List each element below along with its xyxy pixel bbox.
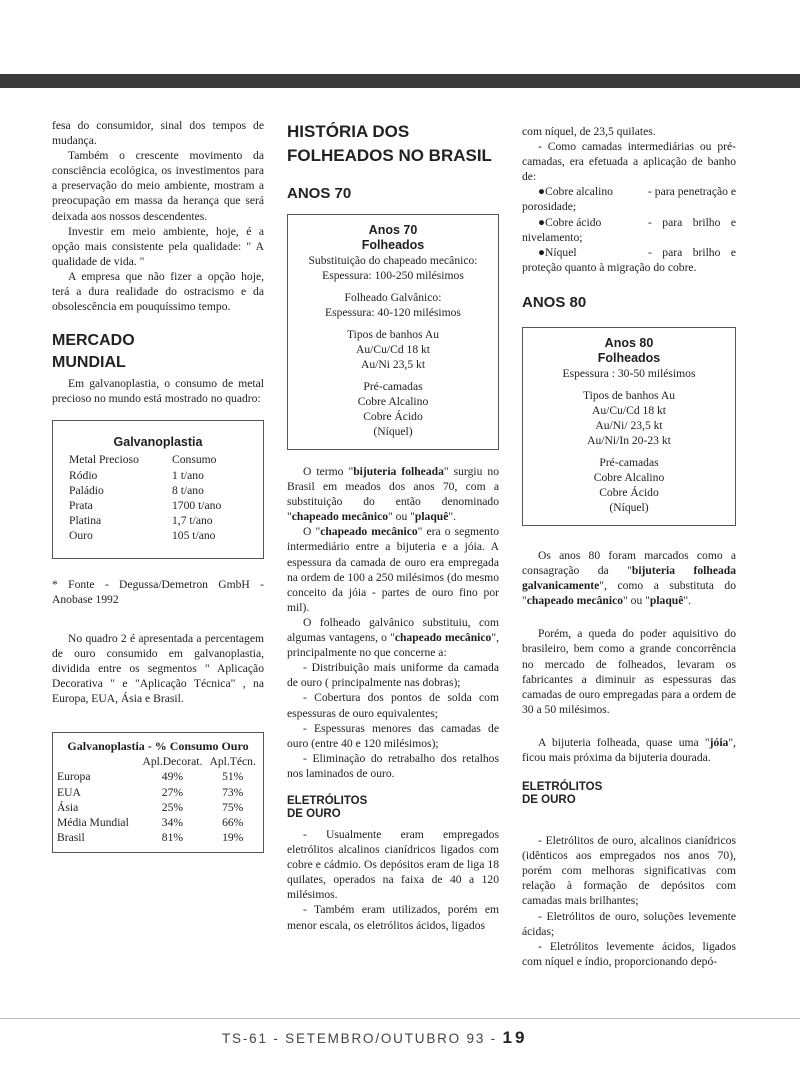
box-line: Au/Ni 23,5 kt — [360, 358, 426, 371]
list-item: ●Cobre ácido - para brilho e nivelamento; — [522, 215, 736, 244]
paragraph: No quadro 2 é apresentada a percentagem de ouro consumido em galvanoplastia, dividida entre os segmentos " Aplicação Decorativa " e "Aplicação Técnica" , na Europa, EUA, Ásia e Brasil. — [52, 631, 264, 706]
box-line: (Níquel) — [609, 500, 649, 514]
column-header: Consumo — [172, 453, 217, 467]
list-item: - Também eram utilizados, porém em menor escala, os eletrólitos ácidos, ligados — [287, 903, 499, 932]
table-row: Brasil 81% 19% — [57, 831, 244, 845]
section-heading-mercado-mundial: MERCADO MUNDIAL — [52, 332, 135, 372]
table-row: Ródio 1 t/ano — [69, 468, 204, 482]
box-line: Substituição do chapeado mecânico: — [308, 254, 478, 267]
paragraph: O folheado galvânico substituiu, com algumas vantagens, o "chapeado mecânico", principalmente no que concerne a: — [287, 615, 499, 660]
box-line: Espessura: 40-120 milésimos — [325, 306, 461, 319]
column-header: Apl.Técn. — [209, 755, 256, 769]
box-line: Espessura : 30-50 milésimos — [562, 366, 696, 380]
paragraph: - Como camadas intermediárias ou pré-camadas, era efetuada a aplicação de banho de: — [522, 140, 736, 184]
box-line: Au/Cu/Cd 18 kt — [591, 403, 667, 417]
page-number: 19 — [502, 1028, 528, 1047]
list-item: - Eletrólitos levemente ácidos, ligados com níquel e índio, proporcionando depó- — [522, 939, 736, 968]
paragraph: Também o crescente movimento da consciência ecológica, os investimentos para a preservação do meio ambiente, mostram a preocupação em massa da herança que será deixada aos nossos descendentes. — [52, 149, 264, 223]
box-line: Tipos de banhos Au — [346, 328, 439, 341]
table-row: Paládio 8 t/ano — [69, 483, 204, 497]
issue-info: TS-61 - SETEMBRO/OUTUBRO 93 - — [222, 1031, 497, 1046]
box-line: Tipos de banhos Au — [582, 388, 675, 402]
table-galvanoplastia — [52, 420, 264, 558]
section-heading-eletrolitos: ELETRÓLITOS DE OURO — [522, 781, 603, 807]
section-heading-eletrolitos: ELETRÓLITOS DE OURO — [287, 794, 368, 820]
bottom-rule — [0, 1018, 800, 1019]
table-row: Platina 1,7 t/ano — [69, 514, 213, 528]
list-item: - Eliminação do retrabalho dos retalhos nos laminados de ouro. — [287, 751, 499, 780]
paragraph: A empresa que não fizer a opção hoje, terá a dura realidade do ostracismo e da obsolescência em pouquíssimo tempo. — [52, 269, 264, 314]
list-item: ●Níquel - para brilho e proteção quanto à migração do cobre. — [522, 245, 736, 274]
paragraph: Porém, a queda do poder aquisitivo do brasileiro, bem como a grande concorrência no mercado de folheados, levaram os fabricantes a diminuir as espessuras das camadas de ouro empregadas para a ordem de 30 a 50 milésimos. — [522, 627, 736, 716]
box-line: Folheado Galvânico: — [344, 291, 442, 304]
table-row: EUA 27% 73% — [57, 785, 244, 799]
box-anos-70 — [287, 214, 499, 450]
list-item: - Eletrólitos de ouro, alcalinos cianídricos (idênticos aos empregados nos anos 70), porém com melhoras significativas com relação à formação de depósitos com camadas mais brilhantes; — [522, 834, 736, 908]
table-title: Galvanoplastia — [113, 435, 203, 450]
box-line: Au/Ni/ 23,5 kt — [595, 418, 663, 432]
table-row: Europa 49% 51% — [57, 770, 244, 784]
box-title: Anos 70 — [368, 223, 418, 237]
box-title: Anos 80 — [604, 335, 654, 350]
column-header: Apl.Decorat. — [142, 755, 203, 769]
section-heading-anos-80: ANOS 80 — [522, 293, 587, 311]
paragraph: O termo "bijuteria folheada" surgiu no Brasil em meados dos anos 70, com a substituição do então denominado "chapeado mecânico" ou "plaquê". — [287, 465, 500, 524]
table-row: Ásia 25% 75% — [57, 800, 244, 814]
paragraph: O "chapeado mecânico" era o segmento intermediário entre a bijuteria e a jóia. A espessura da camada de ouro era empregada na ordem de 100 a 250 milésimos (do mesmo conceito da jóia - partes de ouro fino por mil). — [287, 525, 499, 614]
list-item: - Eletrólitos de ouro, soluções levemente ácidas; — [522, 909, 736, 938]
box-anos-80 — [522, 327, 736, 526]
box-line: Au/Cu/Cd 18 kt — [355, 343, 431, 356]
box-line: Cobre Alcalino — [593, 470, 665, 484]
paragraph: Investir em meio ambiente, hoje, é a opção mais consistente pela qualidade: " A qualidade de vida. " — [52, 224, 264, 268]
table-title: Galvanoplastia - % Consumo Ouro — [67, 739, 249, 754]
box-subtitle: Folheados — [361, 238, 425, 252]
list-item: - Espessuras menores das camadas de ouro (entre 40 e 120 milésimos); — [287, 721, 499, 750]
box-subtitle: Folheados — [597, 350, 661, 365]
table-row: Ouro 105 t/ano — [69, 529, 216, 543]
table-consumo-ouro — [52, 732, 264, 852]
column-3 — [522, 124, 736, 969]
top-rule — [0, 74, 800, 88]
page-footer — [222, 1028, 527, 1048]
list-item: - Distribuição mais uniforme da camada de ouro ( principalmente nas dobras); — [287, 661, 499, 690]
column-2 — [287, 120, 499, 933]
paragraph: Os anos 80 foram marcados como a consagração da "bijuteria folheada galvanicamente", como a substituta do "chapeado mecânico" ou "plaquê". — [522, 548, 737, 608]
box-line: Espessura: 100-250 milésimos — [322, 269, 464, 282]
box-line: Pré-camadas — [599, 455, 659, 469]
article-title-line-2: FOLHEADOS NO BRASIL — [287, 146, 492, 165]
paragraph: A bijuteria folheada, quase uma "jóia", ficou mais próxima da bijuteria dourada. — [522, 735, 736, 764]
table-row: Média Mundial 34% 66% — [57, 816, 244, 830]
article-title-line-1: HISTÓRIA DOS — [287, 122, 410, 141]
column-1 — [52, 118, 264, 863]
table-row: Prata 1700 t/ano — [69, 499, 222, 513]
list-item: - Usualmente eram empregados eletrólitos alcalinos cianídricos ligados com cobre e cádmio. Os depósitos eram de liga 18 quilates, operados na faixa de 40 a 120 milésimos. — [287, 827, 499, 902]
box-line: Cobre Ácido — [599, 485, 659, 499]
list-item: - Cobertura dos pontos de solda com espessuras de ouro equivalentes; — [287, 691, 499, 720]
column-header: Metal Precioso — [69, 453, 139, 467]
box-line: Cobre Ácido — [363, 410, 423, 423]
section-heading-anos-70: ANOS 70 — [287, 185, 352, 202]
box-line: (Níquel) — [373, 425, 413, 438]
box-line: Cobre Alcalino — [357, 395, 429, 408]
paragraph: fesa do consumidor, sinal dos tempos de mudança. — [52, 119, 264, 148]
list-item: ●Cobre alcalino - para penetração e porosidade; — [522, 185, 736, 214]
paragraph: com níquel, de 23,5 quilates. — [522, 125, 656, 138]
source-note: * Fonte - Degussa/Demetron GmbH - Anobase 1992 — [52, 577, 264, 606]
box-line: Au/Ni/In 20-23 kt — [587, 433, 671, 447]
paragraph: Em galvanoplastia, o consumo de metal precioso no mundo está mostrado no quadro: — [52, 377, 264, 406]
box-line: Pré-camadas — [363, 380, 423, 393]
